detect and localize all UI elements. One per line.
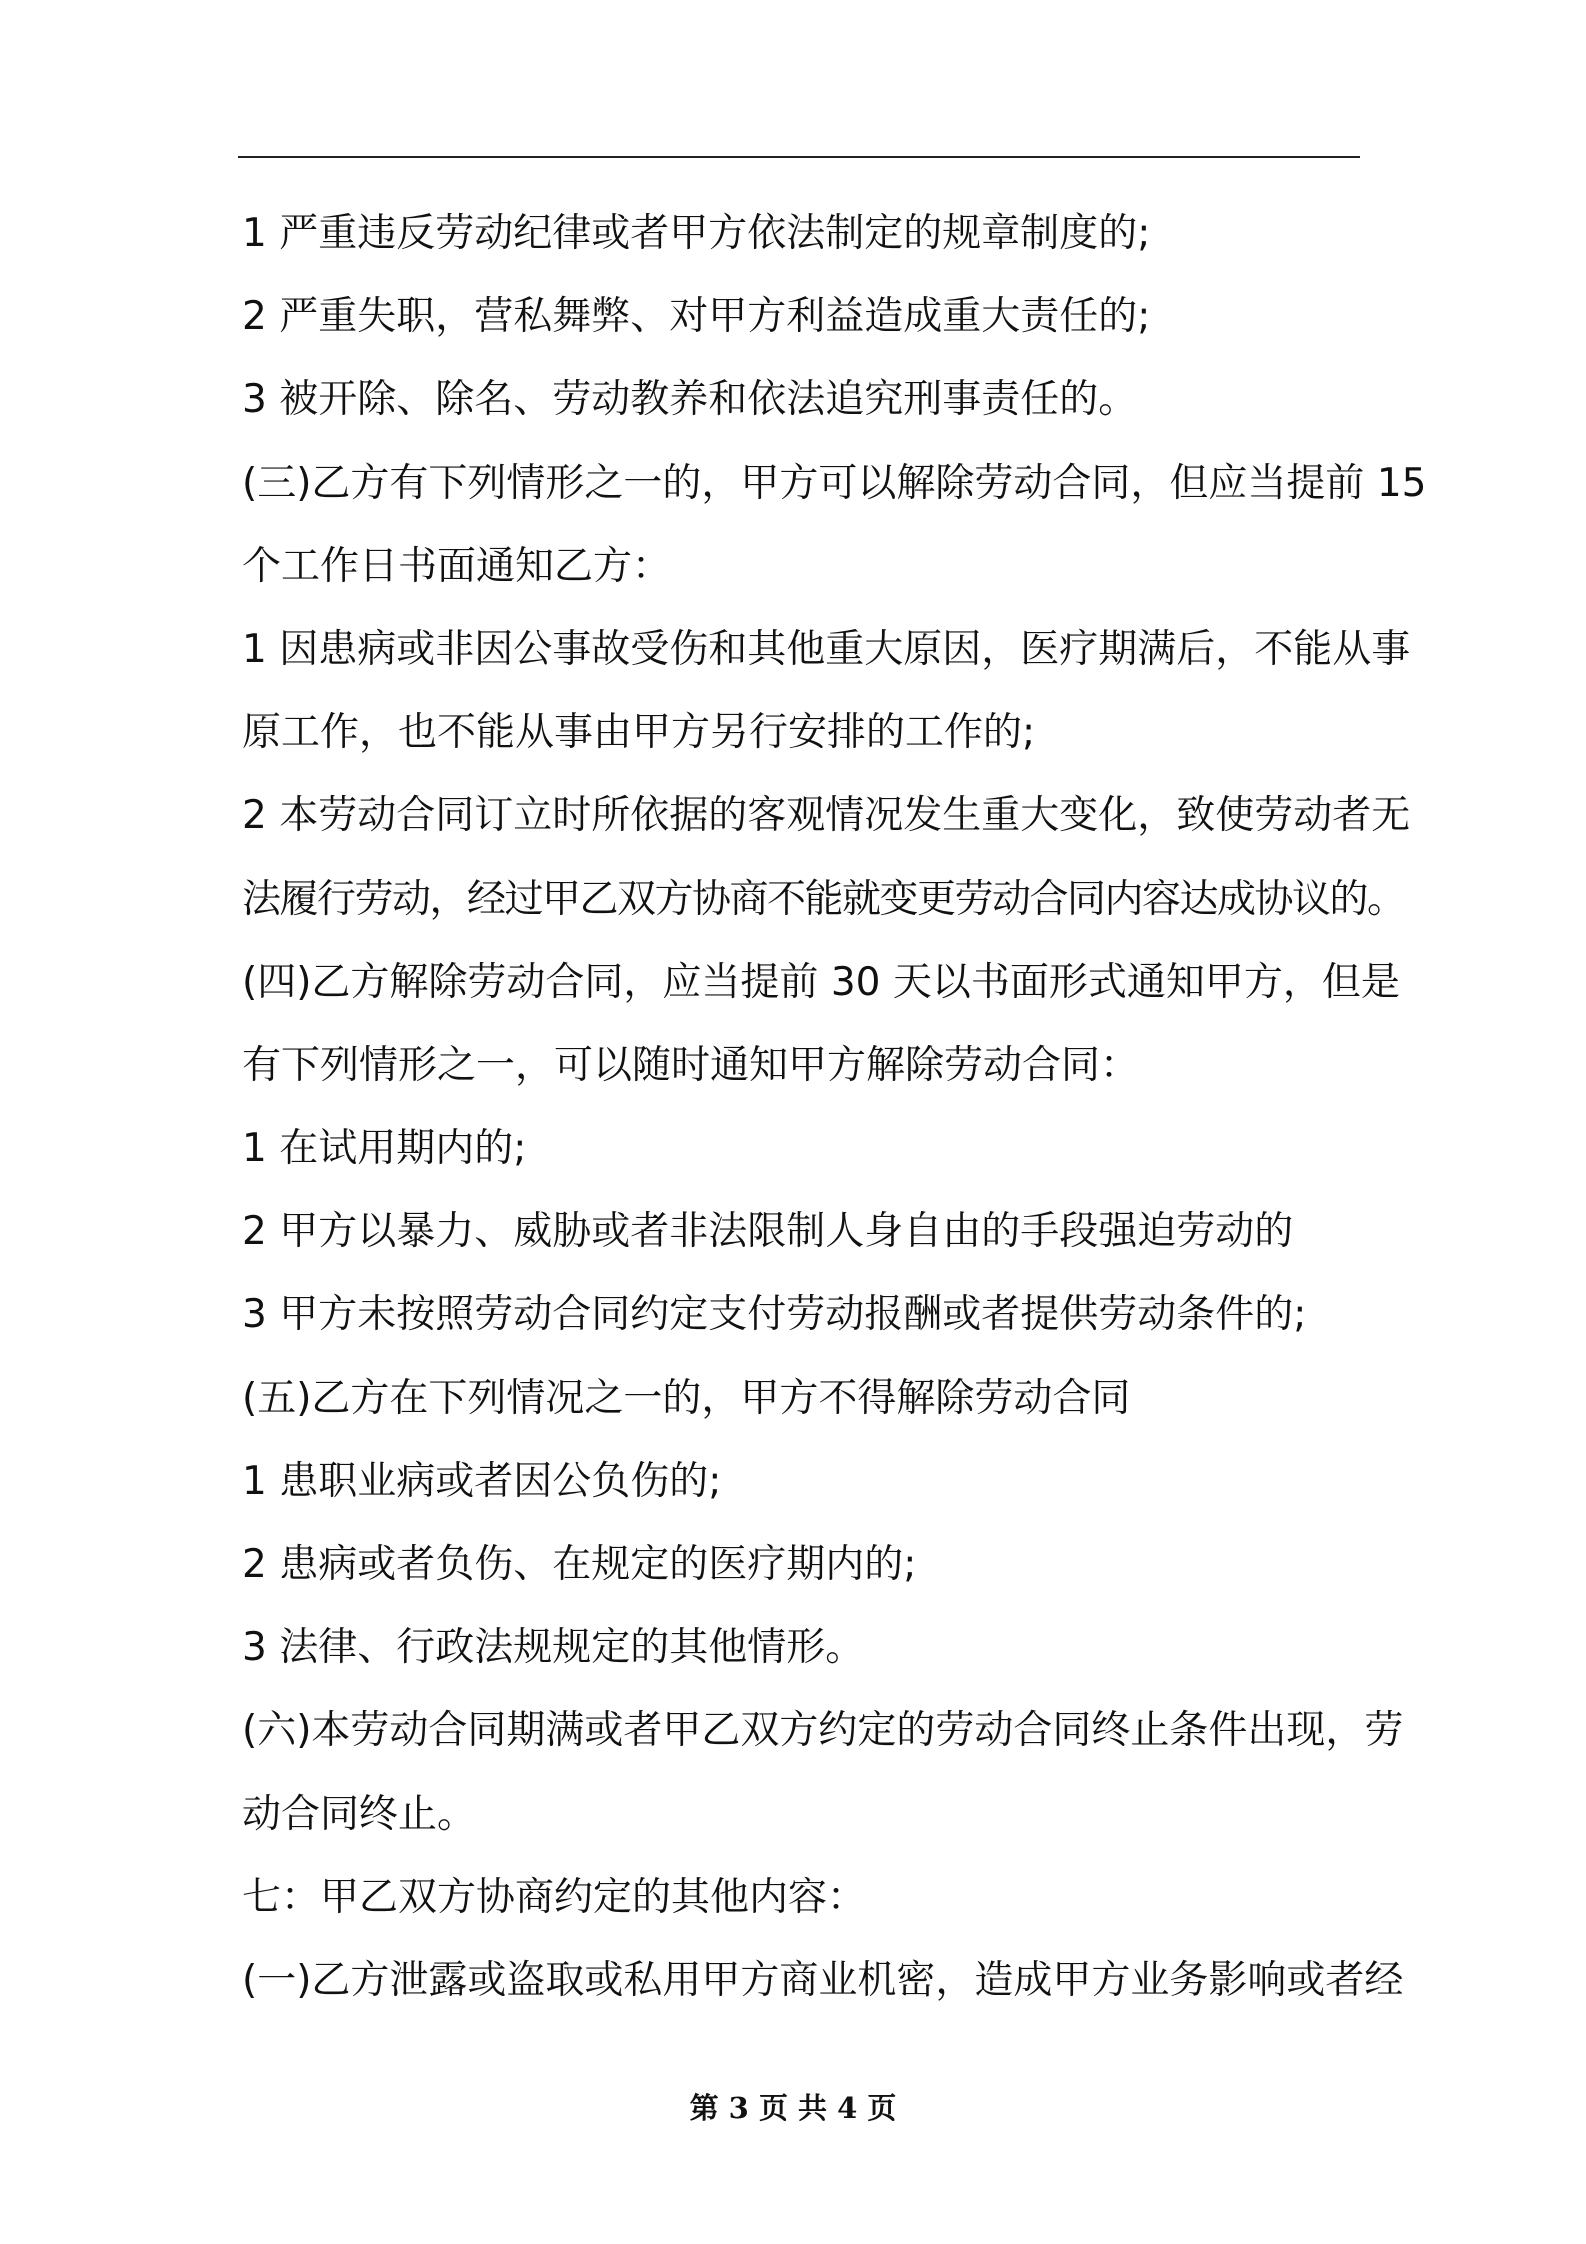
body-line: 3 甲方未按照劳动合同约定支付劳动报酬或者提供劳动条件的; bbox=[242, 1292, 1307, 1338]
body-line: 1 严重违反劳动纪律或者甲方依法制定的规章制度的; bbox=[242, 211, 1151, 256]
body-line: 2 严重失职，营私舞弊、对甲方利益造成重大责任的; bbox=[242, 294, 1151, 340]
body-line: (五)乙方在下列情况之一的，甲方不得解除劳动合同 bbox=[242, 1375, 1131, 1421]
body-line: (三)乙方有下列情形之一的，甲方可以解除劳动合同，但应当提前 15 bbox=[242, 460, 1427, 506]
body-line: 七：甲乙双方协商约定的其他内容： bbox=[242, 1874, 867, 1920]
body-line: 原工作，也不能从事由甲方另行安排的工作的; bbox=[242, 710, 1036, 756]
body-line: (六)本劳动合同期满或者甲乙双方约定的劳动合同终止条件出现，劳 bbox=[242, 1708, 1404, 1754]
page-number-footer: 第 3 页 共 4 页 bbox=[689, 2091, 897, 2125]
body-line: 3 被开除、除名、劳动教养和依法追究刑事责任的。 bbox=[242, 377, 1138, 423]
body-line: 1 在试用期内的; bbox=[242, 1126, 527, 1172]
header-rule bbox=[238, 156, 1360, 158]
body-line: 2 患病或者负伤、在规定的医疗期内的; bbox=[242, 1542, 917, 1587]
body-line: 3 法律、行政法规规定的其他情形。 bbox=[242, 1625, 865, 1671]
body-line: 1 患职业病或者因公负伤的; bbox=[242, 1458, 722, 1504]
body-line: 有下列情形之一，可以随时通知甲方解除劳动合同： bbox=[242, 1042, 1140, 1088]
body-line: (四)乙方解除劳动合同，应当提前 30 天以书面形式通知甲方，但是 bbox=[242, 959, 1400, 1005]
document-body bbox=[242, 192, 1427, 2022]
body-line: (一)乙方泄露或盗取或私用甲方商业机密，造成甲方业务影响或者经 bbox=[242, 1957, 1404, 2003]
body-line: 2 甲方以暴力、威胁或者非法限制人身自由的手段强迫劳动的 bbox=[242, 1209, 1294, 1255]
body-line: 2 本劳动合同订立时所依据的客观情况发生重大变化，致使劳动者无 bbox=[242, 793, 1411, 839]
body-line: 法履行劳动，经过甲乙双方协商不能就变更劳动合同内容达成协议的。 bbox=[242, 876, 1405, 922]
body-line: 动合同终止。 bbox=[242, 1791, 477, 1837]
body-line: 1 因患病或非因公事故受伤和其他重大原因，医疗期满后，不能从事 bbox=[242, 626, 1411, 672]
body-line: 个工作日书面通知乙方： bbox=[242, 543, 672, 589]
